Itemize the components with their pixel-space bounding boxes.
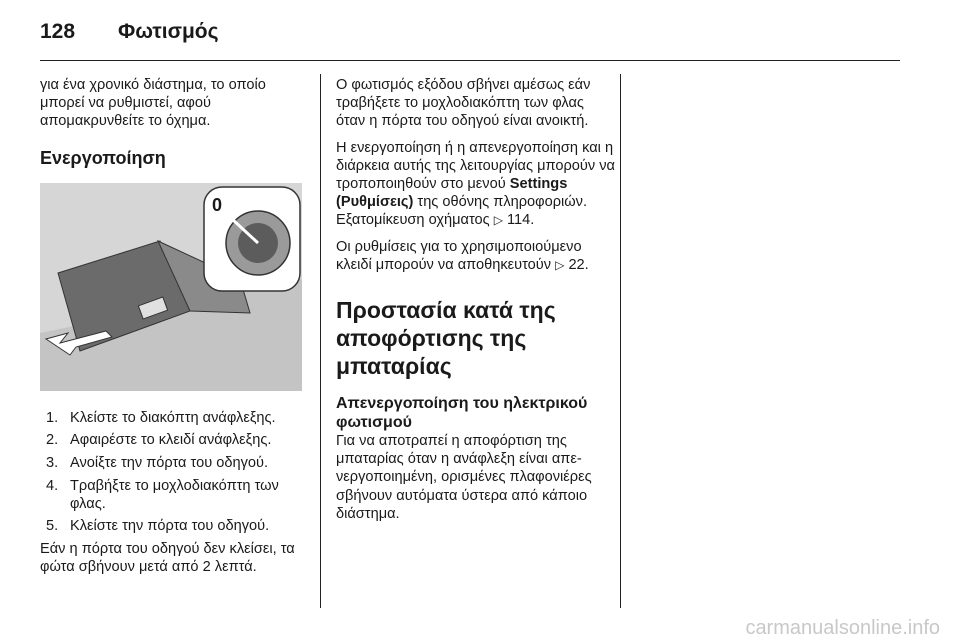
watermark: carmanualsonline.info bbox=[745, 617, 940, 639]
step-text: Ανοίξτε την πόρτα του οδηγού. bbox=[70, 455, 269, 471]
left-column bbox=[40, 76, 312, 584]
step-text: Κλείστε την πόρτα του οδηγού. bbox=[70, 518, 270, 535]
key-settings-paragraph bbox=[336, 238, 616, 274]
page-reference[interactable]: 22. bbox=[568, 256, 589, 273]
page-title: Φωτισμός bbox=[118, 20, 219, 43]
column-divider-right bbox=[620, 74, 621, 608]
page-reference-arrow-icon: ▷ bbox=[493, 213, 503, 228]
stalk-illustration bbox=[40, 183, 302, 391]
header-rule bbox=[40, 60, 900, 61]
list-item bbox=[40, 409, 312, 427]
list-item bbox=[40, 477, 312, 513]
right-column bbox=[336, 76, 616, 531]
settings-menu-label: Settings (Ρυθμίσεις) bbox=[336, 176, 568, 211]
step-number: 4. bbox=[46, 477, 59, 494]
column-divider-left bbox=[320, 74, 321, 608]
battery-paragraph: Για να αποτραπεί η αποφόρτιση της μπαταρίας όταν η ανάφλεξη είναι απενεργοποιημένη, ορισμένες πλαφονιέρες σβήνουν αυτόματα ύστερα από κάποιο διάστημα. bbox=[336, 433, 592, 522]
page-number: 128 bbox=[40, 20, 76, 43]
steps-list bbox=[40, 409, 312, 536]
settings-text-end: της οθόνης πληροφοριών. Εξατομίκευση οχήματος bbox=[336, 194, 588, 229]
step-text: Τραβήξτε το μοχλοδιακόπτη των φλας. bbox=[70, 477, 279, 512]
stalk-illustration-svg bbox=[40, 183, 302, 391]
step-number: 2. bbox=[46, 432, 59, 449]
exit-lighting-paragraph: Ο φωτισμός εξόδου σβήνει αμέσως εάν τραβήξετε το μοχλοδιακόπτη των φλας όταν η πόρτα του οδηγού είναι ανοικτή. bbox=[336, 77, 591, 130]
settings-text-start: Η ενεργοποίηση ή η απενεργοποίηση και η διάρκεια αυτής της λειτουργίας μπορούν να τροποποιηθούν στο μενού bbox=[336, 139, 615, 193]
subsection-heading-lighting: Απενεργοποίηση του ηλεκτρικού φωτισμού bbox=[336, 395, 588, 432]
step-text: Αφαιρέστε το κλειδί ανάφλεξης. bbox=[70, 432, 272, 449]
settings-paragraph bbox=[336, 139, 616, 230]
intro-paragraph: για ένα χρονικό διάστημα, το οποίο μπορεί να ρυθμιστεί, αφού απομακρυνθείτε το όχημα. bbox=[40, 77, 266, 130]
step-number: 5. bbox=[46, 518, 59, 535]
page-reference[interactable]: 114. bbox=[507, 212, 535, 229]
step-number: 1. bbox=[46, 409, 59, 426]
step-number: 3. bbox=[46, 455, 59, 471]
page-reference-arrow-icon: ▷ bbox=[555, 257, 565, 272]
outro-paragraph: Εάν η πόρτα του οδηγού δεν κλείσει, τα φώτα σβήνουν μετά από 2 λεπτά. bbox=[40, 540, 295, 576]
section-heading-battery: Προστασία κατά της αποφόρτισης της μπαταρίας bbox=[336, 297, 556, 380]
section-heading-activation: Ενεργοποίηση bbox=[40, 147, 166, 168]
key-settings-text: Οι ρυθμίσεις για το χρησιμοποιούμενο κλειδί μπορούν να αποθηκευτούν bbox=[336, 238, 582, 273]
step-text: Κλείστε το διακόπτη ανάφλεξης. bbox=[70, 409, 276, 426]
list-item bbox=[40, 431, 312, 449]
switch-position-label: 0 bbox=[212, 194, 223, 215]
list-item bbox=[40, 517, 312, 535]
list-item bbox=[40, 454, 312, 472]
